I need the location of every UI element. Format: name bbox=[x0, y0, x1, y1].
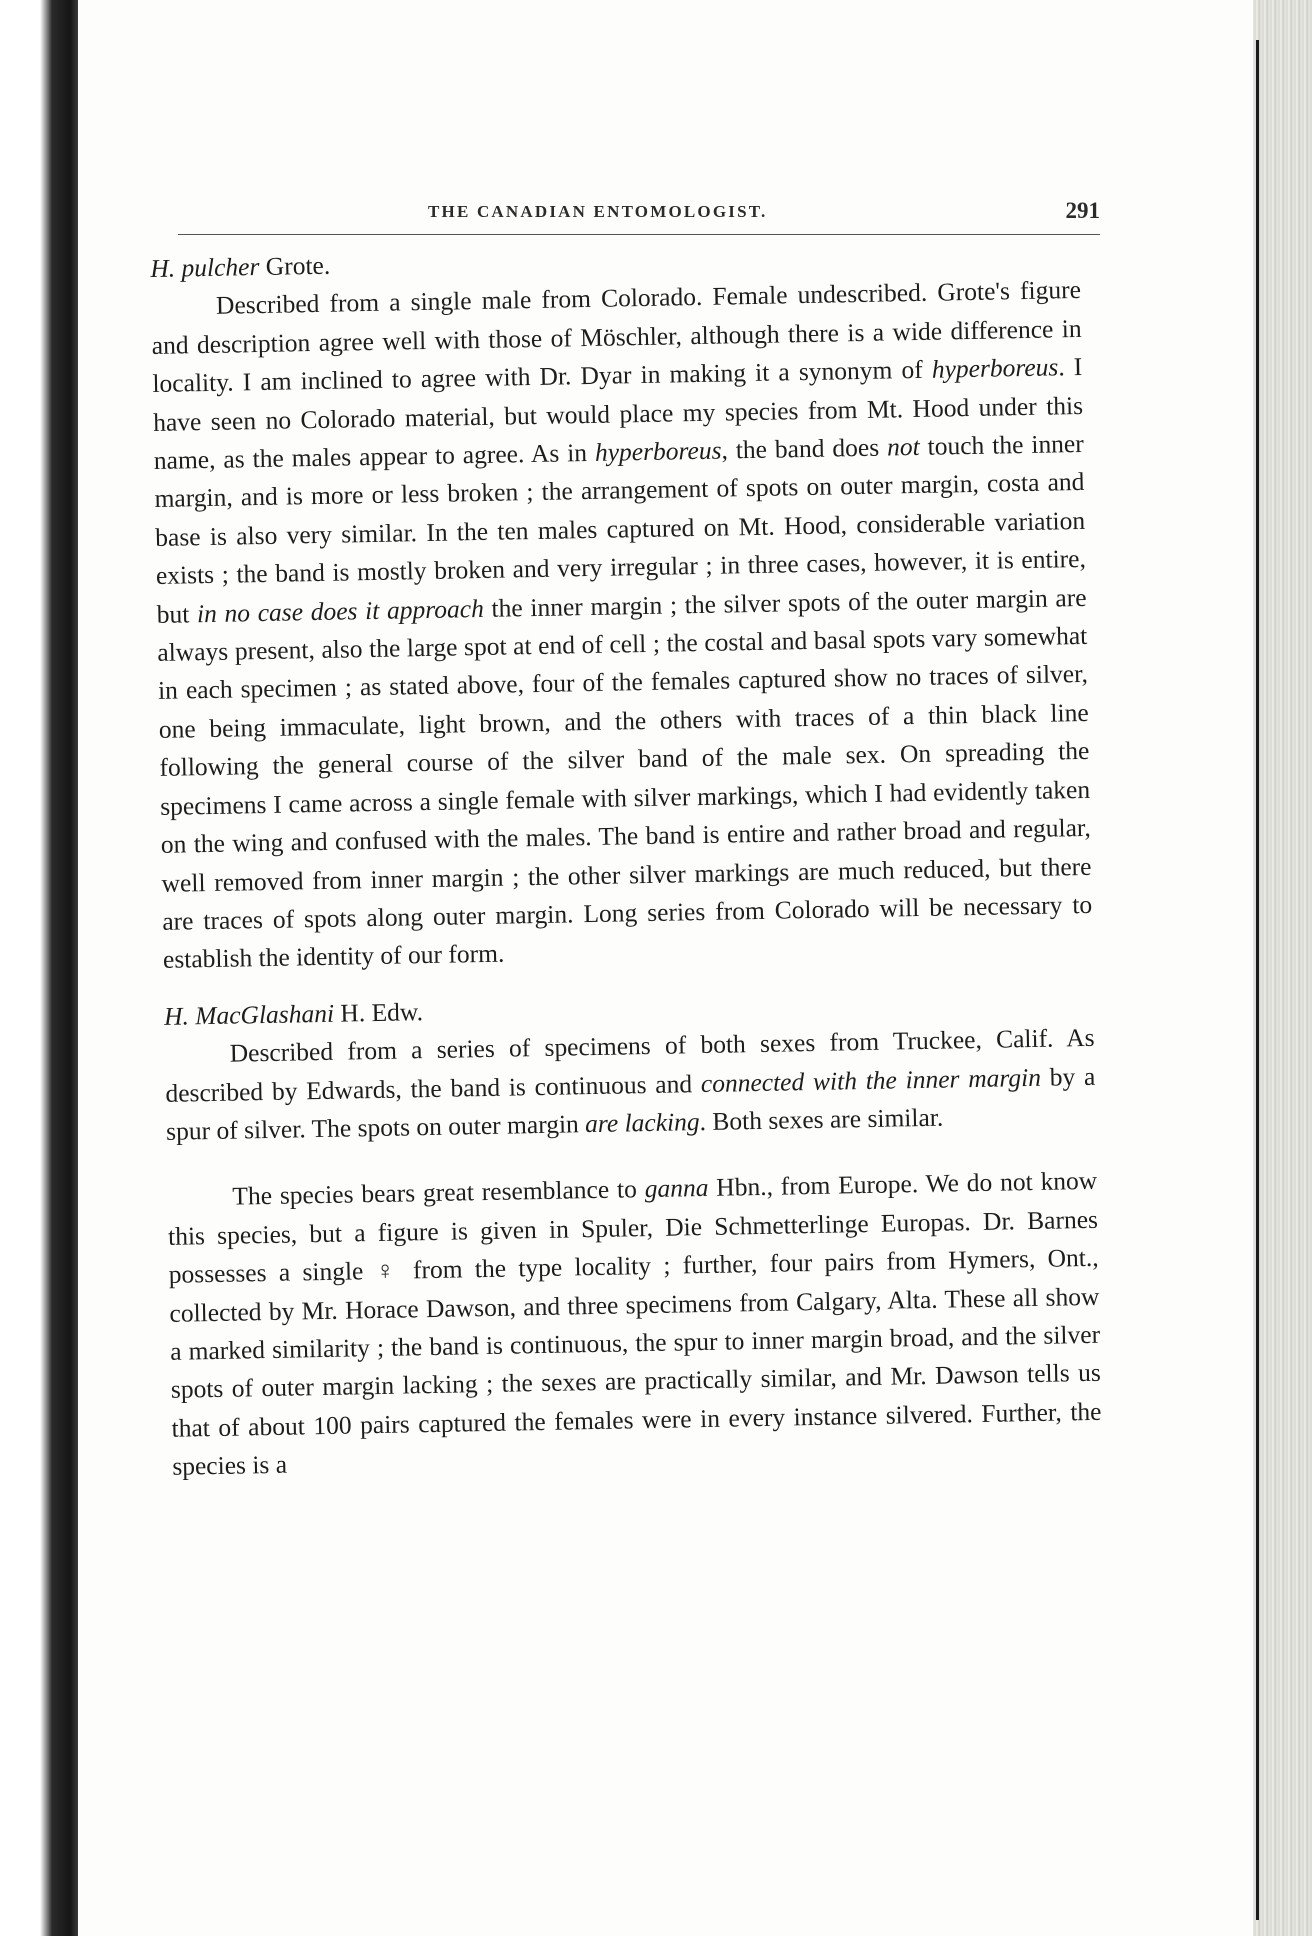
text-run: touch the inner margin, and is more or less broken ; the arrangement of spots on outer margin, costa and base is also very similar. In the ten males captured on Mt. Hood, considerable variation exists ; the band is mostly broken and very irregular ; in three cases, however, it is entire, but bbox=[154, 428, 1087, 629]
italic-run: are lacking bbox=[584, 1107, 700, 1139]
text-run: . Both sexes are similar. bbox=[699, 1102, 944, 1137]
text-run: by a spur of silver. The spots on outer margin bbox=[165, 1061, 1096, 1146]
book-spine bbox=[0, 0, 78, 1936]
species-author: Grote. bbox=[259, 250, 331, 281]
page-edge bbox=[1253, 0, 1312, 1936]
species-name: H. pulcher bbox=[150, 252, 260, 283]
paragraph-macglashani-2 bbox=[167, 1162, 1102, 1486]
italic-run: not bbox=[886, 431, 920, 462]
italic-run: in no case does it approach bbox=[196, 593, 485, 628]
page-number: 291 bbox=[1065, 198, 1100, 223]
text-run: Described from a series of specimens of both sexes from Truckee, Calif. As described by Edwards, the band is continuous and bbox=[165, 1022, 1095, 1108]
italic-run: connected with the inner margin bbox=[700, 1062, 1042, 1098]
text-run: The species bears great resemblance to bbox=[232, 1174, 645, 1211]
running-header bbox=[178, 196, 1100, 235]
text-run: Hbn., from Europe. We do not know this species, but a figure is given in Spuler, Die Schmetterlinge Europas. Dr. Barnes possesses a single ♀ from the type locality ; further, four pairs from Hymers, Ont., collected by Mr. Horace Dawson, and three specimens from Calgary, Alta. These all show a marked similarity ; the band is continuous, the spur to inner margin broad, and the silver spots of outer margin lacking ; the sexes are practically similar, and Mr. Dawson tells us that of about 100 pairs captured the females were in every instance silvered. Further, the species is a bbox=[167, 1166, 1102, 1481]
body-text bbox=[150, 233, 1103, 1486]
text-run: Described from a single male from Colorado. Female undescribed. Grote's figure and description agree well with those of Möschler, although there is a wide difference in locality. I am inclined to agree with Dr. Dyar in making it a synonym of bbox=[151, 275, 1082, 399]
page-edge-shadow bbox=[1256, 40, 1259, 1920]
text-run: . I have seen no Colorado material, but would place my species from Mt. Hood under this name, as the males appear to agree. As in bbox=[152, 352, 1084, 475]
text-run: the inner margin ; the silver spots of the outer margin are always present, also the large spot at end of cell ; the costal and basal spots vary somewhat in each specimen ; as stated above, four of the females captured show no traces of silver, one being immaculate, light brown, and the others with traces of a thin black line following the general course of the silver band of the male sex. On spreading the specimens I came across a single female with silver markings, which I had evidently taken on the wing and confused with the males. The band is entire and rather broad and regular, well removed from inner margin ; the other silver markings are much reduced, but there are traces of spots along outer margin. Long series from Colorado will be necessary to establish the identity of our form. bbox=[157, 582, 1093, 975]
italic-run: hyperboreus bbox=[931, 352, 1059, 384]
paragraph-macglashani-1 bbox=[164, 1019, 1096, 1151]
italic-run: hyperboreus bbox=[594, 435, 722, 467]
species-name: H. MacGlashani bbox=[163, 998, 335, 1031]
paragraph-pulcher bbox=[151, 271, 1094, 979]
species-author: H. Edw. bbox=[333, 996, 424, 1028]
italic-run: ganna bbox=[644, 1173, 709, 1204]
running-title: THE CANADIAN ENTOMOLOGIST. bbox=[428, 202, 768, 221]
text-run: , the band does bbox=[721, 432, 888, 465]
